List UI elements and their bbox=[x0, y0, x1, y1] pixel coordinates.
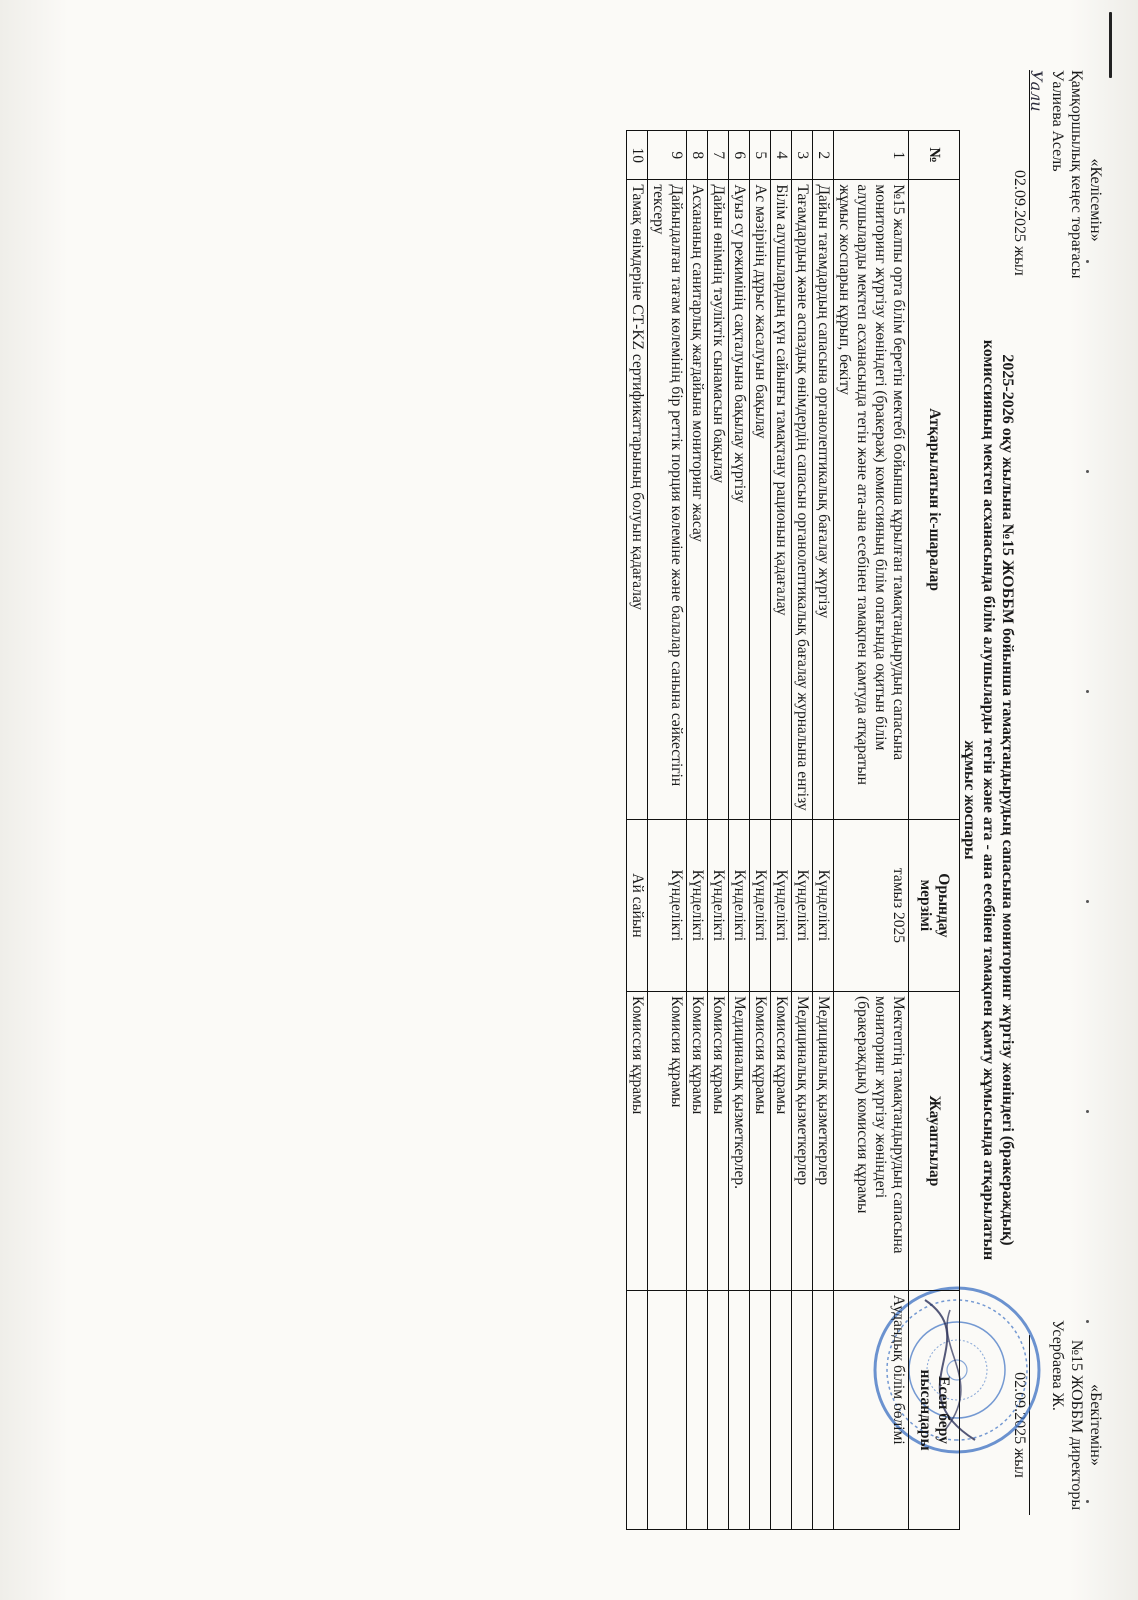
row-responsible: Комиссия құрамы bbox=[627, 992, 648, 1291]
row-report bbox=[750, 1291, 771, 1530]
row-num: 2 bbox=[813, 131, 834, 180]
header-report-line2: нысандары bbox=[917, 1369, 934, 1451]
row-term: Күнделікті bbox=[648, 819, 687, 991]
header-term-line2: мерзімі bbox=[917, 879, 934, 932]
row-term: Күнделікті bbox=[792, 819, 813, 991]
scan-edge-mark bbox=[1109, 12, 1112, 78]
row-responsible: Медициналық қызметкерлер bbox=[792, 992, 813, 1291]
header-report bbox=[909, 1291, 960, 1530]
row-report bbox=[708, 1291, 729, 1530]
row-term: Күнделікті bbox=[813, 819, 834, 991]
row-report bbox=[813, 1291, 834, 1530]
handwritten-signature: Уали bbox=[1027, 70, 1046, 112]
row-activity: Білім алушылардың күн сайынғы тамақтану рационын қадағалау bbox=[771, 180, 792, 819]
row-num: 3 bbox=[792, 131, 813, 180]
header-report-line1: Есеп беру bbox=[935, 1376, 952, 1444]
table-row bbox=[771, 131, 792, 1530]
row-activity: Ауыз су режимінің сақталуына бақылау жүргізу bbox=[729, 180, 750, 819]
row-term: Күнделікті bbox=[708, 819, 729, 991]
title-line-2: комиссияның мектеп асханасында білім алушыларды тегін және ата - ана есебінен тамақпен қамту жұмысында атқарылатын bbox=[980, 339, 997, 1261]
approval-left-position: Қамқоршылық кеңес төрағасы bbox=[1068, 70, 1085, 279]
row-report bbox=[792, 1291, 813, 1530]
table-row bbox=[687, 131, 708, 1530]
table-row bbox=[813, 131, 834, 1530]
row-term: Күнделікті bbox=[771, 819, 792, 991]
document-title bbox=[960, 330, 1017, 1270]
row-activity: Асхананың санитарлық жағдайына мониторинг жасау bbox=[687, 180, 708, 819]
header-num: № bbox=[909, 131, 960, 180]
row-num: 7 bbox=[708, 131, 729, 180]
row-responsible: Комиссия құрамы bbox=[708, 992, 729, 1291]
row-report bbox=[627, 1291, 648, 1530]
header-term-line1: Орындау bbox=[935, 873, 952, 938]
table-row bbox=[627, 131, 648, 1530]
approval-right-name: Усербаева Ж. bbox=[1049, 1320, 1066, 1411]
row-num: 5 bbox=[750, 131, 771, 180]
approval-left-name: Уалиева Асель bbox=[1049, 70, 1066, 172]
approval-left-signature-line bbox=[1029, 70, 1048, 330]
row-responsible: Комиссия құрамы bbox=[771, 992, 792, 1291]
row-report: Аудандық білім бөлімі bbox=[834, 1291, 909, 1530]
approval-right-heading: «Бекітемін» bbox=[1087, 1384, 1104, 1466]
row-num: 8 bbox=[687, 131, 708, 180]
table-row bbox=[708, 131, 729, 1530]
row-term: тамыз 2025 bbox=[834, 819, 909, 991]
approval-left-date: 02.09.2025 жыл bbox=[1011, 170, 1028, 276]
row-term: Ай сайын bbox=[627, 819, 648, 991]
row-responsible: Комиссия құрамы bbox=[687, 992, 708, 1291]
row-activity: №15 жалпы орта білім беретін мектебі бойынша құрылған тамақтандырудың сапасына мониторинг жүргізу жөніндегі (бракераж) комиссияның білім опағында оқитын білім алушыларды мектеп асханасында тегін және ата-ана есебінен тамақпен қамтуда атқаратын жұмыс жоспарын құрып, бекіту bbox=[834, 180, 909, 819]
approval-right-position: №15 ЖОББМ директоры bbox=[1068, 1339, 1085, 1511]
row-activity: Ас мәзірінің дұрыс жасалуын бақылау bbox=[750, 180, 771, 819]
table-row bbox=[834, 131, 909, 1530]
table-row bbox=[750, 131, 771, 1530]
table-row bbox=[648, 131, 687, 1530]
row-responsible: Мектептің тамақтандырудың сапасына мониторинг жүргізу жөніндегі (бракераждық) комиссия құрамы bbox=[834, 992, 909, 1291]
row-report bbox=[648, 1291, 687, 1530]
row-report bbox=[729, 1291, 750, 1530]
row-activity: Дайын тағамдардың сапасына органолептикалық бағалау жүргізу bbox=[813, 180, 834, 819]
row-num: 9 bbox=[648, 131, 687, 180]
row-num: 6 bbox=[729, 131, 750, 180]
approval-block-left bbox=[1010, 70, 1105, 330]
approval-right-date: 02.09.2025 жыл bbox=[1011, 1372, 1028, 1478]
table-header-row bbox=[909, 131, 960, 1530]
row-num: 1 bbox=[834, 131, 909, 180]
row-report bbox=[771, 1291, 792, 1530]
header-term bbox=[909, 819, 960, 991]
row-responsible: Комисия құрамы bbox=[648, 992, 687, 1291]
table-row bbox=[729, 131, 750, 1530]
title-line-3: жұмыс жоспары bbox=[961, 740, 978, 860]
row-num: 10 bbox=[627, 131, 648, 180]
row-responsible: Медициналық қызметкерлер bbox=[813, 992, 834, 1291]
rotated-document bbox=[65, 50, 1105, 1550]
row-activity: Тағамдардың және аспаздық өнімдердің сапасын органолептикалық бағалау журналына енгізу bbox=[792, 180, 813, 819]
row-responsible: Медициналық қызметкерлер. bbox=[729, 992, 750, 1291]
title-line-1: 2025-2026 оқу жылына №15 ЖОББМ бойынша тамақтандырудың сапасына мониторинг жүргізу жөніндегі (бракераждық) bbox=[999, 354, 1016, 1246]
row-report bbox=[687, 1291, 708, 1530]
approval-left-heading: «Келісемін» bbox=[1087, 158, 1104, 242]
row-responsible: Комиссия құрамы bbox=[750, 992, 771, 1291]
work-plan-table bbox=[626, 130, 960, 1530]
row-num: 4 bbox=[771, 131, 792, 180]
table-row bbox=[792, 131, 813, 1530]
row-activity: Тамақ өнімдеріне СТ-KZ сертификаттарының болуын қадағалау bbox=[627, 180, 648, 819]
header-responsible: Жауаптылар bbox=[909, 992, 960, 1291]
row-term: Күнделікті bbox=[687, 819, 708, 991]
row-activity: Дайын өнімнің тәуліктік сынамасын бақылау bbox=[708, 180, 729, 819]
row-term: Күнделікті bbox=[750, 819, 771, 991]
header-activity: Атқарылатын іс-шаралар bbox=[909, 180, 960, 819]
row-activity: Дайындалған тағам көлемінің бір реттік порция көлеміне және балалар санына сәйкестігін тексеру bbox=[648, 180, 687, 819]
row-term: Күнделікті bbox=[729, 819, 750, 991]
